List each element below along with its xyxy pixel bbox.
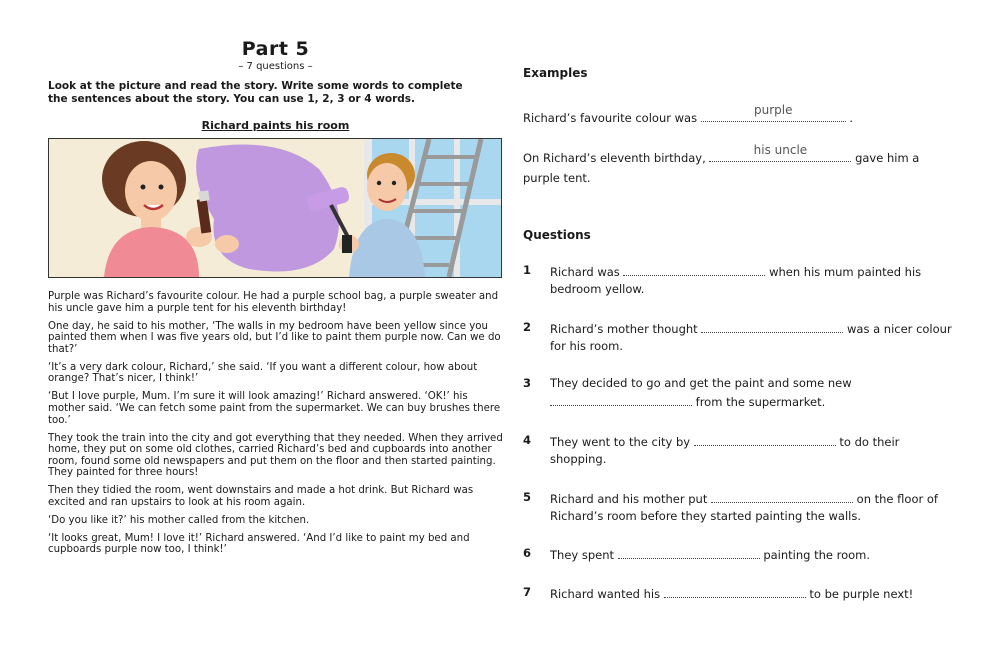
illustration-svg: [49, 139, 501, 277]
answer-blank[interactable]: [701, 319, 843, 333]
story-paragraph: Then they tidied the room, went downstairs and made a hot drink. But Richard was excited and ran upstairs to look at his room again.: [48, 485, 474, 508]
question-text: when his mum painted his: [769, 265, 922, 279]
story-paragraph: ‘But I love purple, Mum. I’m sure it will look amazing!’ Richard answered. ‘OK!’ his mother said. ‘We can fetch some paint from the supermarket. We can buy brushes there too.’: [48, 391, 501, 426]
example-text: .: [849, 111, 854, 125]
question-number: 1: [523, 263, 532, 277]
story-paragraph: ‘It looks great, Mum! I love it!’ Richard answered. ‘And I’d like to paint my bed and cupboards purple now too, I think!’: [48, 532, 470, 556]
question-number: 5: [523, 490, 532, 504]
question-number: 4: [523, 433, 532, 447]
examples-heading: Examples: [523, 66, 588, 80]
story-paragraph: ‘Do you like it?’ his mother called from the kitchen.: [48, 514, 310, 526]
part-subtitle: – 7 questions –: [238, 61, 313, 72]
question-number: 6: [523, 546, 532, 560]
question-text: Richard wanted his: [550, 587, 661, 601]
part-title: Part 5: [241, 38, 310, 60]
question-text: from the supermarket.: [695, 395, 826, 409]
questions-heading: Questions: [523, 228, 591, 242]
question-text: was a nicer colour: [847, 322, 952, 336]
answer-blank[interactable]: [618, 545, 760, 559]
example-answer-blank: [701, 103, 846, 122]
answer-blank[interactable]: [550, 392, 692, 406]
question-text: to do their: [839, 435, 900, 449]
question-1: [523, 262, 953, 298]
question-text: shopping.: [550, 452, 607, 466]
example-text: On Richard’s eleventh birthday,: [523, 151, 706, 165]
example-1: [523, 103, 854, 128]
example-answer-blank: [709, 143, 851, 162]
question-text: bedroom yellow.: [550, 282, 645, 296]
question-7: [523, 584, 953, 603]
example-text: gave him a: [855, 151, 920, 165]
story-title: Richard paints his room: [201, 119, 350, 132]
question-text: They spent: [550, 548, 615, 562]
question-text: on the floor of: [856, 492, 938, 506]
answer-blank[interactable]: [623, 262, 765, 276]
question-text: They went to the city by: [550, 435, 691, 449]
question-text: Richard’s mother thought: [550, 322, 698, 336]
example-answer: purple: [753, 103, 793, 117]
question-4: [523, 432, 953, 468]
story-paragraph: One day, he said to his mother, ‘The walls in my bedroom have been yellow since you painted them when I was five years old, but I’d like to paint them purple now. Can we do that?’: [48, 320, 501, 355]
question-text: Richard was: [550, 265, 620, 279]
example-answer: his uncle: [753, 143, 808, 157]
question-5: [523, 489, 953, 525]
question-text: to be purple next!: [809, 587, 914, 601]
question-text: They decided to go and get the paint and some new: [550, 376, 852, 390]
question-text: painting the room.: [763, 548, 871, 562]
story-text: [48, 291, 503, 556]
question-text: Richard’s room before they started painting the walls.: [550, 509, 861, 523]
example-text: Richard’s favourite colour was: [523, 111, 698, 125]
story-paragraph: ‘It’s a very dark colour, Richard,’ she said. ‘If you want a different colour, how about orange? That’s nicer, I think!’: [48, 361, 478, 385]
instructions: Look at the picture and read the story. Write some words to complete the sentences about the story. You can use 1, 2, 3 or 4 words.: [48, 80, 463, 105]
question-3: [523, 375, 953, 411]
question-number: 3: [523, 376, 532, 390]
story-paragraph: Purple was Richard’s favourite colour. He had a purple school bag, a purple sweater and his uncle gave him a purple tent for his eleventh birthday!: [48, 291, 499, 314]
question-text: for his room.: [550, 339, 624, 353]
question-number: 7: [523, 585, 532, 599]
story-paragraph: They took the train into the city and got everything that they needed. When they arrived home, they put on some old clothes, carried Richard’s bed and cupboards into another room, found some old newspapers and put them on the floor and then started painting. They painted for three hours!: [48, 432, 503, 479]
answer-blank[interactable]: [711, 489, 853, 503]
answer-blank[interactable]: [694, 432, 836, 446]
answer-blank[interactable]: [664, 584, 806, 598]
story-illustration: [48, 138, 502, 278]
question-number: 2: [523, 320, 532, 334]
story-column: [48, 38, 503, 562]
example-text: purple tent.: [523, 171, 591, 185]
example-2: [523, 143, 920, 188]
question-text: Richard and his mother put: [550, 492, 708, 506]
question-2: [523, 319, 953, 355]
question-6: [523, 545, 953, 564]
